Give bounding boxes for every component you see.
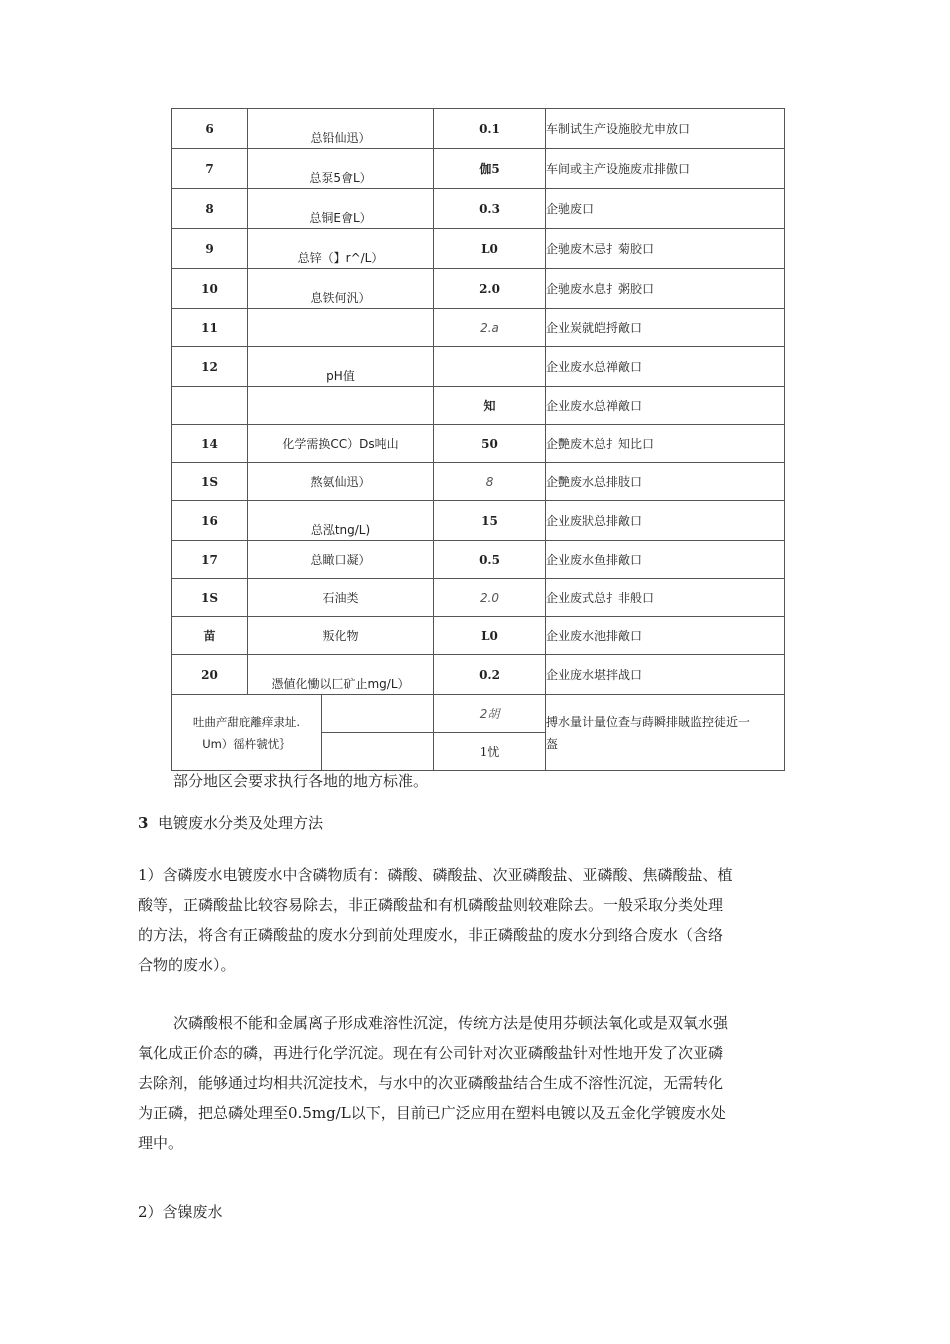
item-cell: 化学需换CC）Ds吨山 — [248, 425, 434, 463]
text-line: 合物的废水）。 — [138, 956, 236, 974]
row-number-cell: 17 — [172, 541, 248, 579]
paragraph-hypophosphite — [138, 1008, 818, 1158]
monitoring-location-cell: 企业废狀总排敵口 — [546, 501, 785, 541]
limit-value-cell: 2.0 — [434, 579, 546, 617]
table-footer-row — [172, 695, 785, 733]
limit-value-cell: 2.a — [434, 309, 546, 347]
table-row — [172, 655, 785, 695]
row-number-cell: 1S — [172, 579, 248, 617]
monitoring-location-cell: 企驰废木忌扌菊胶口 — [546, 229, 785, 269]
table-row — [172, 229, 785, 269]
limit-value-cell — [434, 347, 546, 387]
monitoring-location-cell: 企业废水总禅敵口 — [546, 347, 785, 387]
text-line: 去除剂，能够通过均相共沉淀技术，与水中的次亚磷酸盐结合生成不溶性沉淀，无需转化 — [138, 1074, 724, 1092]
monitoring-location-cell: 企业废水池排敵口 — [546, 617, 785, 655]
table-row — [172, 309, 785, 347]
limit-value-cell: 2.0 — [434, 269, 546, 309]
monitoring-location-cell: 企艷废水总排肢口 — [546, 463, 785, 501]
item-cell — [248, 387, 434, 425]
table-row — [172, 579, 785, 617]
monitoring-location-cell: 企艷废木总扌知比口 — [546, 425, 785, 463]
limit-value-cell: L0 — [434, 229, 546, 269]
item-cell: 总瞰口凝） — [248, 541, 434, 579]
text-line: 理中。 — [138, 1134, 184, 1152]
discharge-standard-table — [171, 108, 785, 771]
table-row — [172, 149, 785, 189]
section-number: 3 — [138, 814, 149, 832]
text-line: 为正磷，把总磷处理至0.5mg/L以下，目前已广泛应用在塑料电镀以及五金化学镀废水处 — [138, 1104, 726, 1122]
text-line: 氧化成正价态的磷，再进行化学沉淀。现在有公司针对次亚磷酸盐针对性地开发了次亚磷 — [138, 1044, 724, 1062]
item-cell: 总泵5會L） — [248, 149, 434, 189]
limit-value-cell: 0.3 — [434, 189, 546, 229]
text-line: 次磷酸根不能和金属离子形成难溶性沉淀，传统方法是使用芬顿法氧化或是双氧水强 — [173, 1014, 729, 1032]
monitoring-location-cell: 企业废水总禅敵口 — [546, 387, 785, 425]
row-number-cell: 8 — [172, 189, 248, 229]
limit-value-cell: L0 — [434, 617, 546, 655]
item-cell: 憑値化慟以匚矿止mg/L） — [248, 655, 434, 695]
monitoring-location-cell: 车间或主产设施废朮排傲口 — [546, 149, 785, 189]
item-cell: 熬氨仙迅） — [248, 463, 434, 501]
limit-value-cell: 0.5 — [434, 541, 546, 579]
table-row — [172, 347, 785, 387]
monitoring-location-cell: 车制试生产设施胶尤申放口 — [546, 109, 785, 149]
footer-item-line: Um）徭杵虢忧｝ — [202, 736, 291, 751]
footer-location-line: 盔 — [546, 736, 559, 751]
table-row — [172, 617, 785, 655]
footer-location-cell — [546, 695, 785, 771]
row-number-cell: 10 — [172, 269, 248, 309]
row-number-cell: 16 — [172, 501, 248, 541]
row-number-cell: 20 — [172, 655, 248, 695]
item-cell: 石油类 — [248, 579, 434, 617]
section-heading — [138, 808, 323, 838]
monitoring-location-cell: 企业庞水堪拌战口 — [546, 655, 785, 695]
table-row — [172, 269, 785, 309]
item-cell — [248, 309, 434, 347]
row-number-cell: 9 — [172, 229, 248, 269]
monitoring-location-cell: 企业废式总扌非般口 — [546, 579, 785, 617]
paragraph-phosphorus — [138, 860, 818, 980]
row-number-cell: 12 — [172, 347, 248, 387]
text-line: 的方法，将含有正磷酸盐的废水分到前处理废水，非正磷酸盐的废水分到络合废水（含络 — [138, 926, 724, 944]
section-title: 电镀废水分类及处理方法 — [157, 814, 323, 832]
table-row — [172, 501, 785, 541]
footer-blank-cell — [322, 695, 434, 733]
limit-value-cell: 伽5 — [434, 149, 546, 189]
monitoring-location-cell: 企驰废口 — [546, 189, 785, 229]
footer-item-cell — [172, 695, 322, 771]
table-row — [172, 189, 785, 229]
limit-value-cell: 0.1 — [434, 109, 546, 149]
footer-location-line: 搏水量计量位查与蒔瞬排賊监控徒近一 — [546, 714, 751, 729]
text-line: 酸等，正磷酸盐比较容易除去，非正磷酸盐和有机磷酸盐则较难除去。一般采取分类处理 — [138, 896, 724, 914]
item-cell: 总泓tng/L) — [248, 501, 434, 541]
footer-blank-cell — [322, 733, 434, 771]
limit-value-cell: 8 — [434, 463, 546, 501]
item-cell: pH值 — [248, 347, 434, 387]
limit-value-cell: 知 — [434, 387, 546, 425]
footer-value-cell: 1忧 — [434, 733, 546, 771]
row-number-cell: 1S — [172, 463, 248, 501]
limit-value-cell: 50 — [434, 425, 546, 463]
monitoring-location-cell: 企业炭就皑捋敵口 — [546, 309, 785, 347]
table-row — [172, 463, 785, 501]
limit-value-cell: 0.2 — [434, 655, 546, 695]
item-cell: 叛化物 — [248, 617, 434, 655]
footer-value-cell: 2胡 — [434, 695, 546, 733]
item-cell: 总铅仙迅） — [248, 109, 434, 149]
row-number-cell: 苗 — [172, 617, 248, 655]
row-number-cell: 11 — [172, 309, 248, 347]
footer-item-line: 吐曲产甜庇離痒隶址. — [192, 714, 301, 729]
table-row — [172, 387, 785, 425]
monitoring-location-cell: 企业废水鱼排敵口 — [546, 541, 785, 579]
item-cell: 总铜E會L） — [248, 189, 434, 229]
item-cell: 总锌（】r^/L） — [248, 229, 434, 269]
text-line: 1）含磷废水电镀废水中含磷物质有：磷酸、磷酸盐、次亚磷酸盐、亚磷酸、焦磷酸盐、植 — [138, 866, 733, 884]
monitoring-location-cell: 企驰废水息扌粥胶口 — [546, 269, 785, 309]
row-number-cell: 6 — [172, 109, 248, 149]
item-cell: 息铁何汎） — [248, 269, 434, 309]
table-row — [172, 541, 785, 579]
table-row — [172, 109, 785, 149]
row-number-cell: 7 — [172, 149, 248, 189]
row-number-cell: 14 — [172, 425, 248, 463]
table-row — [172, 425, 785, 463]
limit-value-cell: 15 — [434, 501, 546, 541]
row-number-cell — [172, 387, 248, 425]
paragraph-local-standards: 部分地区会要求执行各地的地方标准。 — [173, 772, 429, 790]
paragraph-nickel-heading: 2）含镍废水 — [138, 1203, 223, 1221]
